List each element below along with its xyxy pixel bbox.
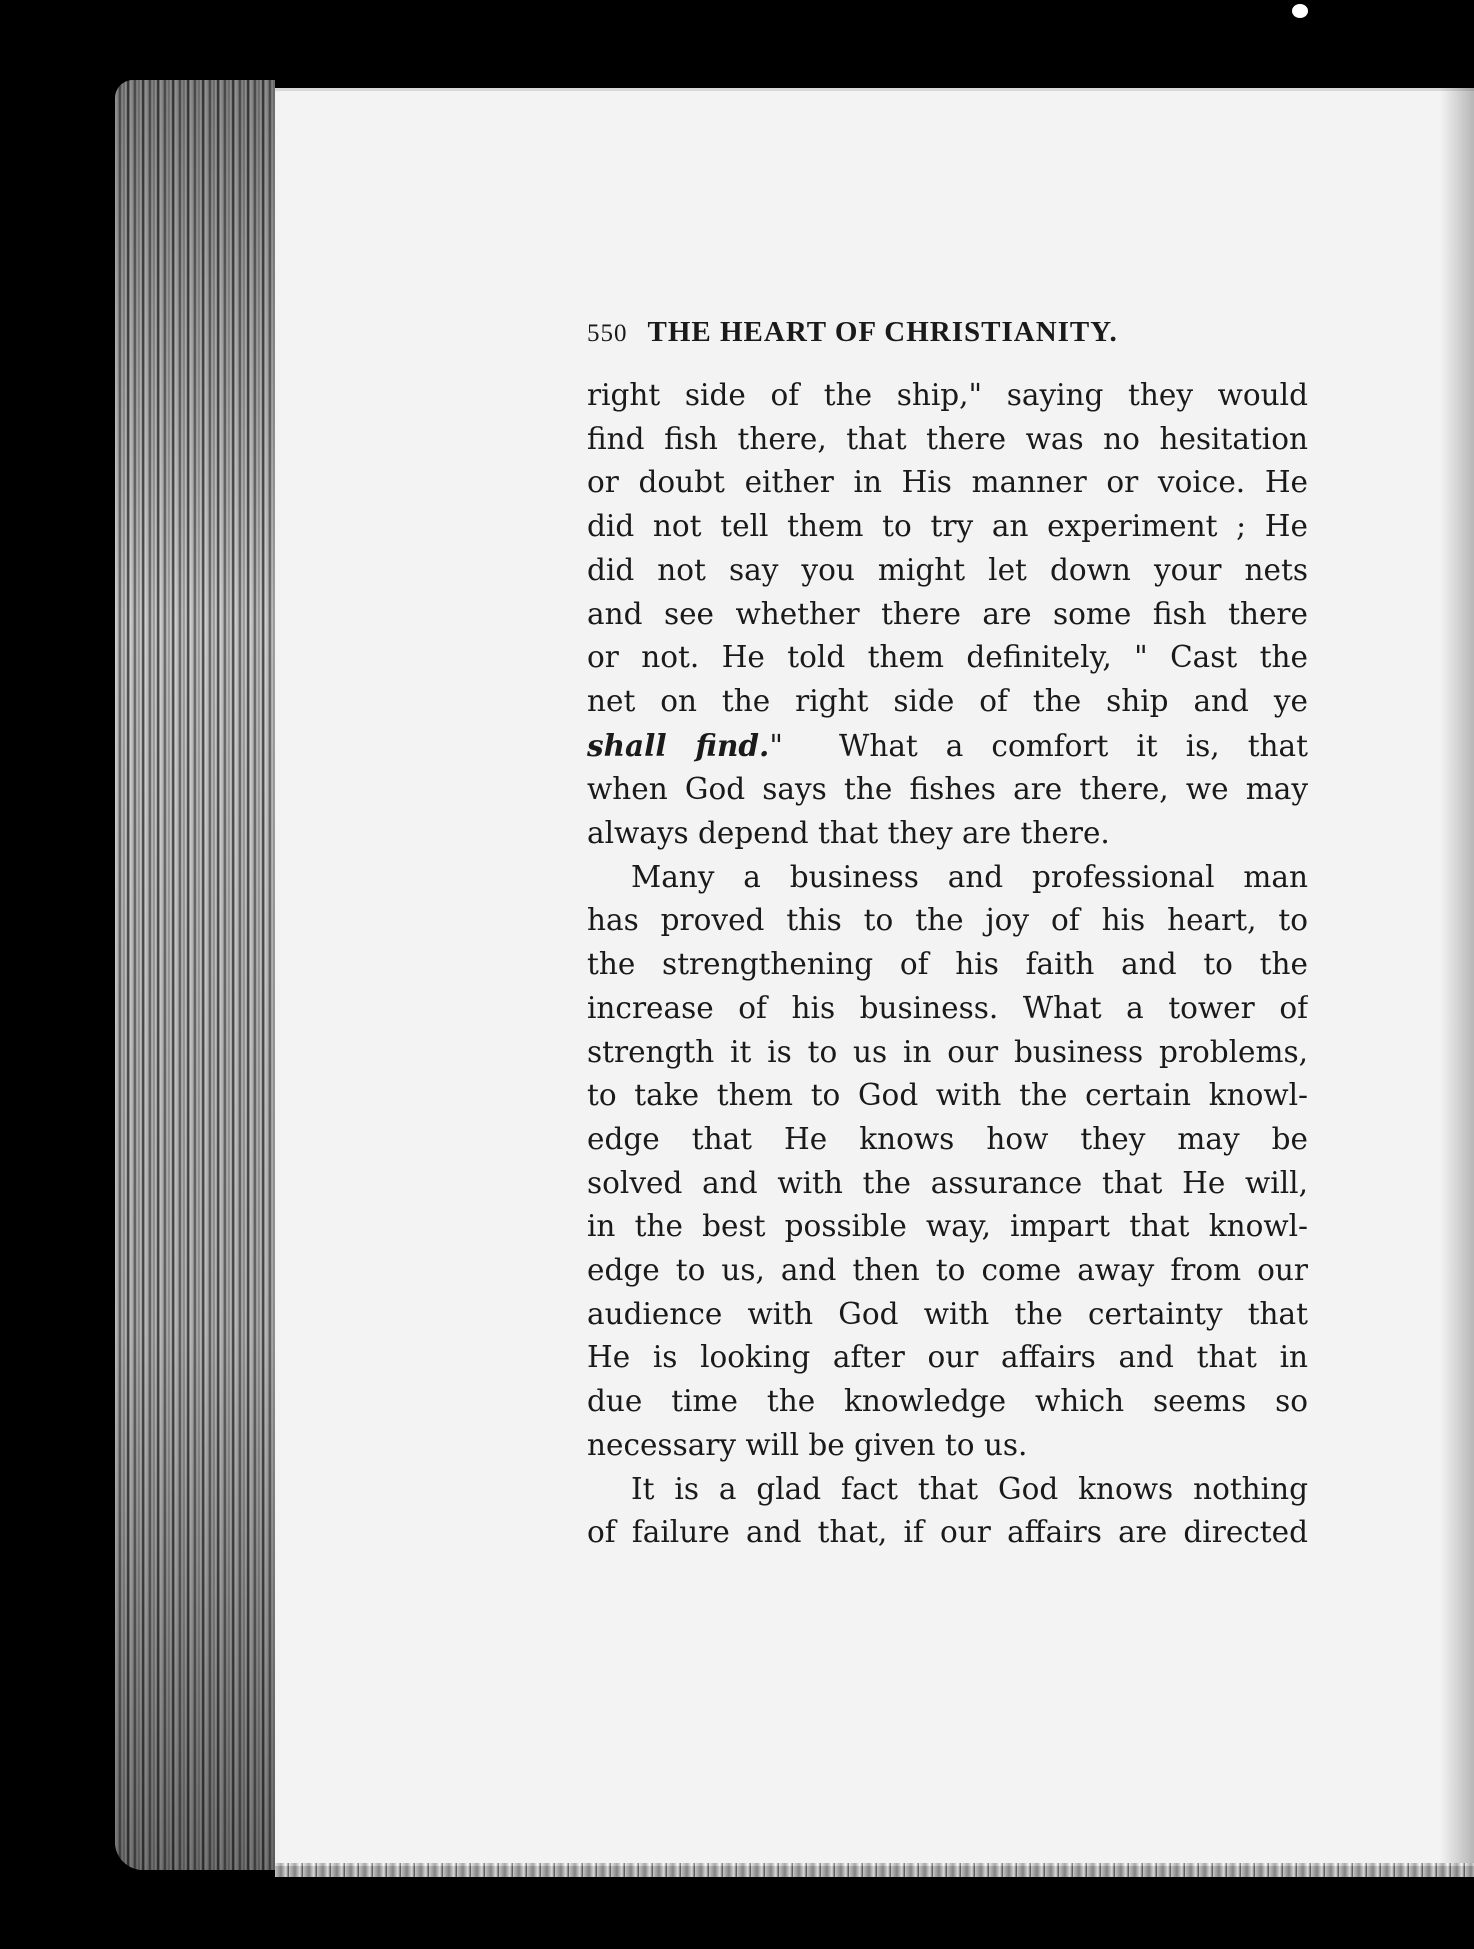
running-head — [587, 316, 1308, 360]
page-number: 550 — [587, 320, 628, 347]
text-line: It is a glad fact that God knows nothing — [631, 1471, 1308, 1506]
text-line: edge to us, and then to come away from our — [587, 1253, 1308, 1288]
text-line: net on the right side of the ship and ye — [587, 683, 1308, 718]
text-line: increase of his business. What a tower of — [587, 990, 1308, 1025]
text-line: when God says the fishes are there, we may — [587, 772, 1308, 807]
text-line: right side of the ship," saying they would — [587, 378, 1308, 412]
running-title: THE HEART OF CHRISTIANITY. — [647, 316, 1118, 348]
book-edge-shadow — [115, 80, 275, 1870]
text-line: edge that He knows how they may be — [587, 1121, 1308, 1156]
paragraph — [587, 856, 1308, 1468]
text-line: to take them to God with the certain knowl- — [587, 1078, 1308, 1113]
text-line: Many a business and professional man — [631, 859, 1308, 894]
text-line: did not tell them to try an experiment ; He — [587, 509, 1308, 544]
text-line: find fish there, that there was no hesitation — [587, 421, 1308, 456]
scan-speck — [1292, 4, 1308, 18]
text-line: in the best possible way, impart that knowl- — [587, 1209, 1308, 1244]
text-line: and see whether there are some fish there — [587, 596, 1308, 631]
paragraph — [587, 374, 1308, 856]
closing-quote: " — [769, 728, 783, 763]
text-line-with-italic — [587, 724, 1308, 769]
text-line: always depend that they are there. — [587, 816, 1110, 851]
paragraph — [587, 1468, 1308, 1555]
text-line: has proved this to the joy of his heart, to — [587, 903, 1308, 938]
text-line: necessary will be given to us. — [587, 1427, 1028, 1462]
text-line: audience with God with the certainty that — [587, 1296, 1308, 1331]
text-line: due time the knowledge which seems so — [587, 1384, 1308, 1419]
italic-phrase: shall find. — [587, 727, 770, 763]
text-line: strength it is to us in our business problems, — [587, 1034, 1308, 1069]
body-text — [587, 374, 1308, 1555]
text-segment: What a comfort it is, that — [839, 728, 1308, 763]
text-line: or not. He told them definitely, " Cast the — [587, 640, 1308, 675]
page-text-block — [587, 316, 1308, 1555]
text-line: did not say you might let down your nets — [587, 552, 1308, 587]
text-line: the strengthening of his faith and to the — [587, 947, 1308, 982]
page-bottom-edge — [275, 1863, 1474, 1877]
text-line: or doubt either in His manner or voice. He — [587, 465, 1308, 500]
text-line: He is looking after our affairs and that in — [587, 1340, 1308, 1375]
text-line: solved and with the assurance that He will, — [587, 1165, 1308, 1200]
text-line: of failure and that, if our affairs are directed — [587, 1515, 1308, 1550]
page-gutter-shadow — [1440, 88, 1474, 1863]
